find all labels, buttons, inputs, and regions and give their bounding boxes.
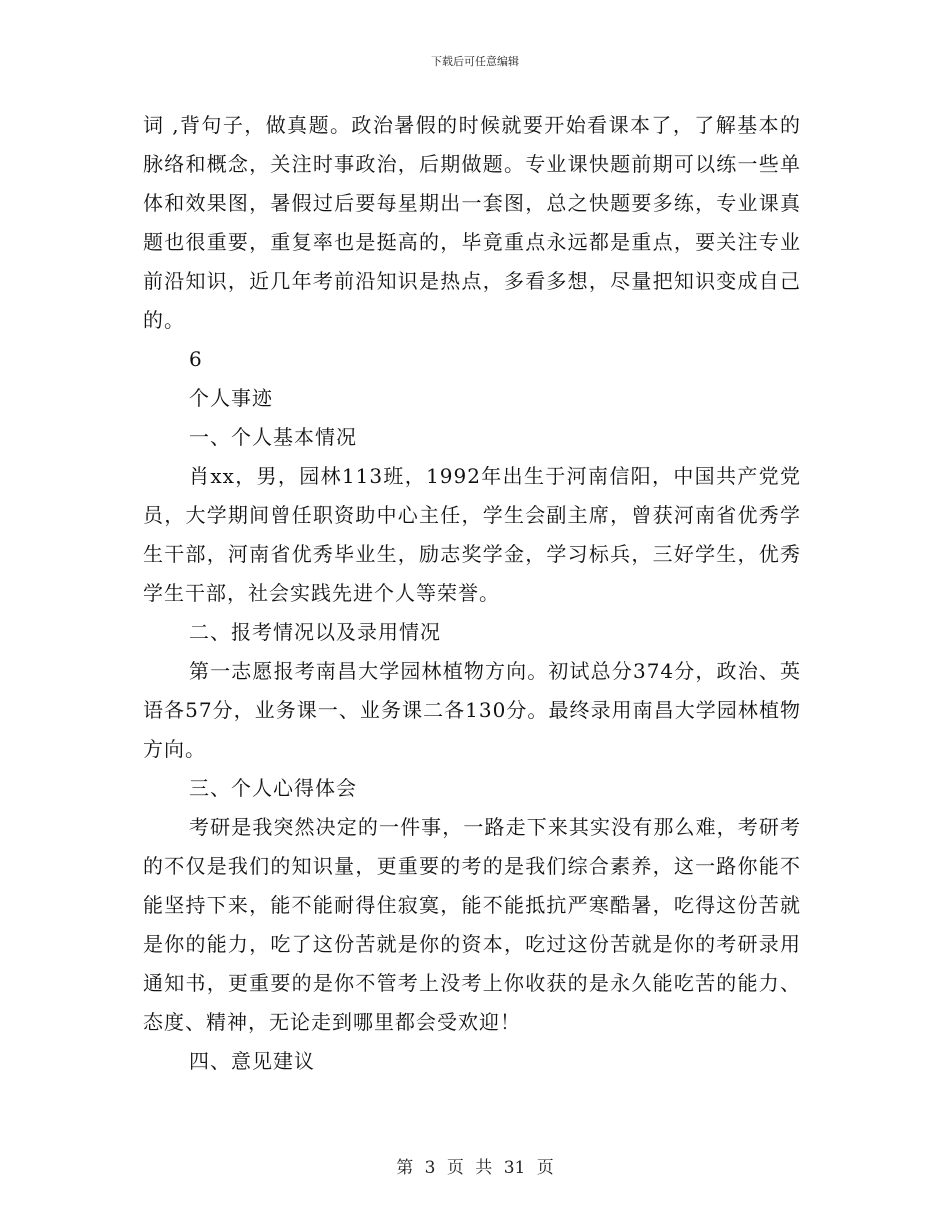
- paragraph-exam-info: 第一志愿报考南昌大学园林植物方向。初试总分374分，政治、英语各57分，业务课一、业务课二各130分。最终录用南昌大学园林植物方向。: [143, 659, 801, 761]
- paragraph-experience: 考研是我突然决定的一件事，一路走下来其实没有那么难，考研考的不仅是我们的知识量，更重要的考的是我们综合素养，这一路你能不能坚持下来，能不能耐得住寂寞，能不能抵抗严寒酷暑，吃得这份苦就是你的能力，吃了这份苦就是你的资本，吃过这份苦就是你的考研录用通知书，更重要的是你不管考上没考上你收获的是永久能吃苦的能力、态度、精神，无论走到哪里都会受欢迎！: [143, 815, 801, 1034]
- paragraph-study-advice: 词 ,背句子，做真题。政治暑假的时候就要开始看课本了，了解基本的脉络和概念，关注时事政治，后期做题。专业课快题前期可以练一些单体和效果图，暑假过后要每星期出一套图，总之快题要多练，专业课真题也很重要，重复率也是挺高的，毕竟重点永远都是重点，要关注专业前沿知识，近几年考前沿知识是热点，多看多想，尽量把知识变成自己的。: [143, 113, 801, 332]
- heading-suggestions: 四、意见建议: [189, 1049, 315, 1073]
- heading-experience: 三、个人心得体会: [189, 776, 357, 800]
- page-header: 下载后可任意编辑: [431, 55, 519, 68]
- document-body: [143, 106, 801, 1081]
- heading-basic-info: 一、个人基本情况: [189, 425, 357, 449]
- heading-exam-info: 二、报考情况以及录用情况: [189, 620, 441, 644]
- section-title: 个人事迹: [189, 386, 273, 410]
- section-number: 6: [189, 347, 203, 371]
- paragraph-basic-info: 肖xx，男，园林113班，1992年出生于河南信阳，中国共产党党员，大学期间曾任职资助中心主任，学生会副主席，曾获河南省优秀学生干部，河南省优秀毕业生，励志奖学金，学习标兵，三好学生，优秀学生干部，社会实践先进个人等荣誉。: [143, 464, 801, 605]
- page-footer: 第 3 页 共 31 页: [396, 1158, 554, 1178]
